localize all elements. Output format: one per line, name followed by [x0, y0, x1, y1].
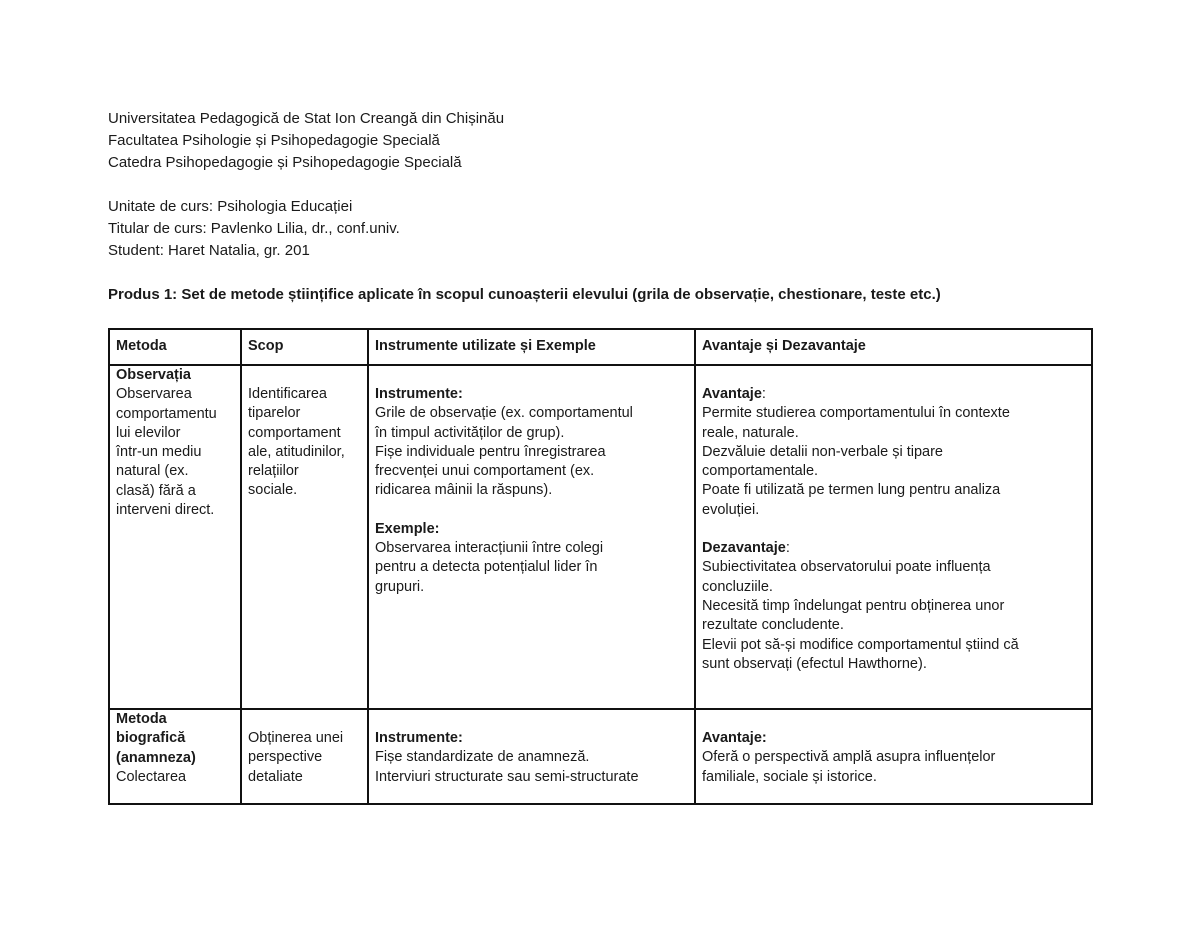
disadvantage-line: Subiectivitatea observatorului poate influența: [702, 559, 991, 576]
course-holder: Titular de curs: Pavlenko Lilia, dr., conf.univ.: [108, 220, 400, 237]
disadvantage-line: Necesită timp îndelungat pentru obținerea unor: [702, 597, 1005, 614]
scope-line: sociale.: [248, 482, 298, 499]
method-description-line: Colectarea: [116, 768, 187, 785]
advantage-line: Poate fi utilizată pe termen lung pentru analiza: [702, 482, 1001, 499]
department-name: Catedra Psihopedagogie și Psihopedagogie Specială: [108, 154, 462, 171]
column-header-advantages: Avantaje și Dezavantaje: [695, 329, 1092, 365]
advantages-label: Avantaje:: [702, 730, 767, 746]
instruments-cell: [368, 365, 695, 709]
disadvantages-colon: :: [785, 540, 790, 557]
scope-line: Identificarea: [248, 386, 327, 402]
advantage-line: familiale, sociale și istorice.: [702, 768, 877, 785]
scope-line: comportament: [248, 424, 341, 441]
method-name-line: biografică: [116, 730, 186, 747]
method-cell: [109, 709, 241, 804]
advantage-line: Oferă o perspectivă amplă asupra influențelor: [702, 749, 996, 766]
advantage-line: comportamentale.: [702, 463, 819, 480]
scope-line: tiparelor: [248, 405, 301, 422]
advantage-line: Dezvăluie detalii non-verbale și tipare: [702, 443, 943, 460]
method-name-line: Metoda: [116, 711, 167, 727]
product-title: Produs 1: Set de metode științifice aplicate în scopul cunoașterii elevului (grila de observație, chestionare, teste etc.): [108, 286, 941, 303]
student-name: Student: Haret Natalia, gr. 201: [108, 242, 310, 259]
instrument-line: Fișe standardizate de anamneză.: [375, 749, 590, 766]
table-row-biographical: [109, 709, 1092, 804]
table-row-observation: [109, 365, 1092, 709]
instrument-line: Fișe individuale pentru înregistrarea: [375, 443, 606, 460]
scope-cell: [241, 365, 368, 709]
method-description-line: lui elevilor: [116, 424, 181, 441]
advantages-colon: :: [761, 386, 766, 402]
methods-table: [108, 328, 1093, 805]
disadvantage-line: rezultate concludente.: [702, 617, 844, 634]
disadvantage-line: concluziile.: [702, 578, 773, 595]
method-name-line: (anamneza): [116, 749, 196, 766]
course-unit: Unitate de curs: Psihologia Educației: [108, 198, 353, 215]
example-line: grupuri.: [375, 578, 425, 595]
disadvantages-heading: [702, 539, 1085, 558]
scope-line: perspective: [248, 749, 323, 766]
examples-label: Exemple:: [375, 520, 440, 537]
advantages-label: Avantaje: [702, 386, 762, 402]
advantages-heading: [702, 385, 1085, 404]
faculty-name: Facultatea Psihologie și Psihopedagogie Specială: [108, 132, 440, 149]
advantages-cell: [695, 709, 1092, 804]
advantage-line: reale, naturale.: [702, 424, 799, 441]
method-description-line: comportamentu: [116, 405, 217, 422]
instrument-line: frecvenței unui comportament (ex.: [375, 463, 595, 480]
scope-line: relațiilor: [248, 463, 299, 480]
method-description-line: într-un mediu: [116, 444, 202, 461]
table-header-row: [109, 329, 1092, 365]
disadvantages-label: Dezavantaje: [702, 540, 786, 557]
document-page: [108, 108, 1093, 785]
scope-line: ale, atitudinilor,: [248, 443, 345, 460]
example-line: Observarea interacțiunii între colegi: [375, 540, 604, 557]
instruments-label: Instrumente:: [375, 730, 463, 746]
method-description-line: natural (ex.: [116, 463, 189, 480]
instrument-line: în timpul activităților de grup).: [375, 424, 565, 441]
method-description-line: Observarea: [116, 386, 192, 403]
university-name: Universitatea Pedagogică de Stat Ion Creangă din Chișinău: [108, 110, 505, 127]
instrument-line: ridicarea mâinii la răspuns).: [375, 482, 553, 499]
method-name: Observația: [116, 367, 191, 383]
instruments-cell: [368, 709, 695, 804]
column-header-method: Metoda: [109, 329, 241, 365]
advantages-cell: [695, 365, 1092, 709]
disadvantage-line: sunt observați (efectul Hawthorne).: [702, 655, 927, 672]
instrument-line: Grile de observație (ex. comportamentul: [375, 405, 633, 422]
method-cell: [109, 365, 241, 709]
scope-line: Obținerea unei: [248, 730, 344, 746]
column-header-scope: Scop: [241, 329, 368, 365]
method-description-line: clasă) fără a: [116, 482, 196, 499]
advantage-line: evoluției.: [702, 501, 760, 518]
advantage-line: Permite studierea comportamentului în contexte: [702, 405, 1010, 422]
scope-cell: [241, 709, 368, 804]
instrument-line: Interviuri structurate sau semi-structurate: [375, 768, 639, 785]
scope-line: detaliate: [248, 768, 303, 785]
column-header-instruments: Instrumente utilizate și Exemple: [368, 329, 695, 365]
instruments-label: Instrumente:: [375, 386, 463, 402]
disadvantage-line: Elevii pot să-și modifice comportamentul știind că: [702, 636, 1019, 653]
example-line: pentru a detecta potențialul lider în: [375, 559, 598, 576]
method-description-line: interveni direct.: [116, 502, 215, 519]
